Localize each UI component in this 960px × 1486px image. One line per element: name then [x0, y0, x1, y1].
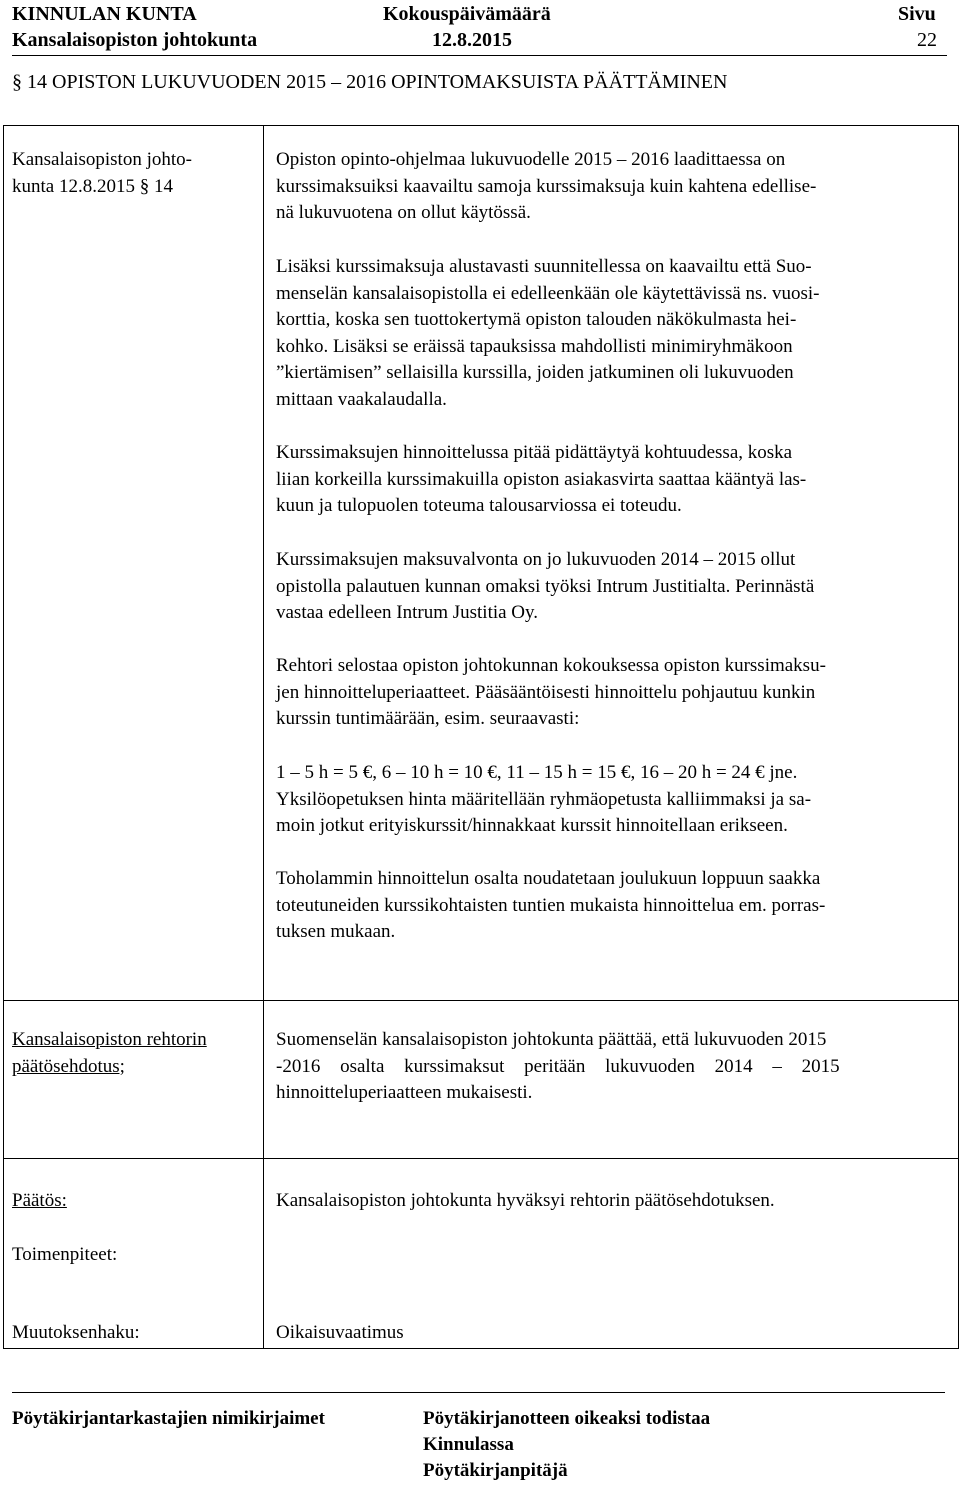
section-title: § 14 OPISTON LUKUVUODEN 2015 – 2016 OPINTOMAKSUISTA PÄÄTTÄMINEN	[12, 71, 728, 93]
paragraph-5	[276, 653, 942, 733]
paragraph-6	[276, 760, 942, 840]
text-line: kuun ja tulopuolen toteuma talousarviossa ei toteudu.	[276, 495, 682, 516]
text-line: jen hinnoitteluperiaatteet. Pääsääntöisesti hinnoittelu pohjautuu kunkin	[276, 681, 816, 703]
text-line: Suomenselän kansalaisopiston johtokunta päättää, että lukuvuoden 2015	[276, 1029, 827, 1050]
text-line: liian korkeilla kurssimakuilla opiston asiakasvirta saattaa kääntyä las-	[276, 468, 807, 490]
footer-place: Kinnulassa	[423, 1434, 514, 1455]
footer-secretary: Pöytäkirjanpitäjä	[423, 1460, 568, 1481]
actions-label: Toimenpiteet:	[12, 1244, 118, 1265]
text-line: Kurssimaksujen maksuvalvonta on jo lukuvuoden 2014 – 2015 ollut	[276, 549, 796, 570]
text-line: mittaan vaakalaudalla.	[276, 388, 447, 410]
footer-initials: Pöytäkirjantarkastajien nimikirjaimet	[12, 1408, 325, 1429]
org-name: KINNULAN KUNTA	[12, 3, 197, 25]
text-line: Kurssimaksujen hinnoittelussa pitää pidättäytyä kohtuudessa, koska	[276, 442, 793, 463]
text-line: nä lukuvuotena on ollut käytössä.	[276, 202, 531, 223]
date-label: Kokouspäivämäärä	[383, 3, 551, 25]
paragraph-4	[276, 547, 942, 627]
header-divider	[12, 55, 947, 56]
text-line: kurssimaksuiksi kaavailtu samoja kurssimaksuja kuin kahtena edellise-	[276, 175, 817, 197]
text-line: ”kiertämisen” sellaisilla kurssilla, joiden jatkuminen oli lukuvuoden	[276, 362, 794, 383]
appeal-label: Muutoksenhaku:	[12, 1322, 140, 1343]
text-line: moin jotkut erityiskurssit/hinnakkaat kurssit hinnoitellaan erikseen.	[276, 815, 788, 836]
text-line: menselän kansalaisopistolla ei edelleenkään ole käytettävissä ns. vuosi-	[276, 282, 820, 304]
footer-certify: Pöytäkirjanotteen oikeaksi todistaa	[423, 1408, 711, 1429]
meeting-date: 12.8.2015	[432, 29, 512, 51]
text-line: Opiston opinto-ohjelmaa lukuvuodelle 2015 – 2016 laadittaessa on	[276, 149, 786, 170]
reference-line1: Kansalaisopiston johto-	[12, 149, 192, 170]
text-line: korttia, koska sen tuottokertymä opiston talouden näkökulmasta hei-	[276, 309, 797, 330]
text-line: Rehtori selostaa opiston johtokunnan kokouksessa opiston kurssimaksu-	[276, 655, 826, 676]
appeal-text: Oikaisuvaatimus	[276, 1322, 404, 1343]
paragraph-3	[276, 440, 942, 520]
text-line: tuksen mukaan.	[276, 921, 396, 942]
body-name: Kansalaisopiston johtokunta	[12, 29, 258, 51]
proposal-label	[12, 1027, 207, 1080]
proposal-text	[276, 1027, 942, 1107]
footer-divider	[12, 1392, 945, 1393]
text-line: Yksilöopetuksen hinta määritellään ryhmäopetusta kalliimmaksi ja sa-	[276, 788, 812, 810]
text-line: kohko. Lisäksi se eräissä tapauksissa mahdollisti minimiryhmäkoon	[276, 335, 793, 357]
paragraph-2	[276, 254, 942, 413]
text-line: Lisäksi kurssimaksuja alustavasti suunnitellessa on kaavailtu että Suo-	[276, 256, 812, 277]
decision-text: Kansalaisopiston johtokunta hyväksyi rehtorin päätösehdotuksen.	[276, 1190, 775, 1211]
page-number: 22	[917, 29, 937, 51]
reference	[12, 147, 192, 200]
text-line: -2016 osalta kurssimaksut peritään lukuvuoden 2014 – 2015	[276, 1055, 840, 1077]
paragraph-7	[276, 866, 942, 946]
text-line: 1 – 5 h = 5 €, 6 – 10 h = 10 €, 11 – 15 h = 15 €, 16 – 20 h = 24 € jne.	[276, 762, 798, 783]
proposal-label-line1: Kansalaisopiston rehtorin	[12, 1029, 207, 1050]
page-label: Sivu	[898, 3, 936, 25]
paragraph-1	[276, 147, 942, 227]
text-line: hinnoitteluperiaatteen mukaisesti.	[276, 1082, 533, 1103]
text-line: opistolla palautuen kunnan omaksi työksi Intrum Justitialta. Perinnästä	[276, 575, 815, 597]
text-line: Toholammin hinnoittelun osalta noudatetaan joulukuun loppuun saakka	[276, 868, 821, 889]
reference-line2: kunta 12.8.2015 § 14	[12, 175, 173, 197]
proposal-label-line2: päätösehdotus;	[12, 1055, 125, 1077]
decision-label: Päätös:	[12, 1190, 67, 1211]
text-line: toteutuneiden kurssikohtaisten tuntien mukaista hinnoittelua em. porras-	[276, 894, 826, 916]
text-line: kurssin tuntimäärään, esim. seuraavasti:	[276, 708, 580, 729]
text-line: vastaa edelleen Intrum Justitia Oy.	[276, 602, 539, 623]
